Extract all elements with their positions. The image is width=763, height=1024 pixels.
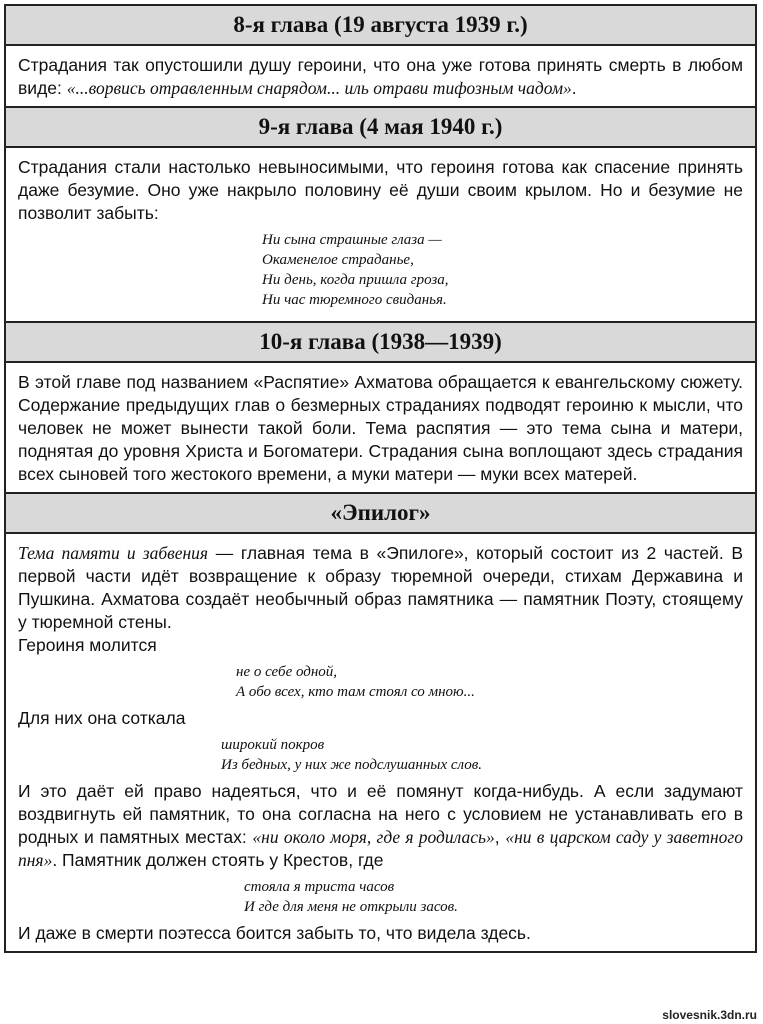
verse-line: Окаменелое страданье, [262,252,414,268]
epilog-p2b: . Памятник должен стоять у Крестов, где [52,850,384,870]
verse-line: Ни сына страшные глаза — [262,232,442,248]
verse-line: Из бедных, у них же подслушанных слов. [221,757,482,773]
epilog-paragraph-1 [18,542,743,634]
verse-line: Ни день, когда пришла гроза, [262,272,449,288]
verse-line: Ни час тюремного свиданья. [262,292,447,308]
epilog-body [6,534,755,951]
chapter-10-text: В этой главе под названием «Распятие» Ахматова обращается к евангельскому сюжету. Содержание предыдущих глав о безмерных страданиях подводят героиню к мысли, что человек не может вынести такой боли. Тема распятия — это тема сына и матери, поднятая до уровня Христа и Богоматери. Страдания сына воплощают здесь страдания всех сыновей того жестокого времени, а муки матери — муки всех матерей. [18,372,743,484]
chapter-8-quote: «...ворвись отравленным снарядом... иль отрави тифозным чадом» [66,78,572,98]
epilog-quote-1: «ни около моря, где я родилась» [252,827,495,847]
chapter-8-title: 8-я глава (19 августа 1939 г.) [6,6,755,46]
verse-line: широкий покров [221,737,325,753]
chapter-9-text: Страдания стали настолько невыносимыми, что героиня готова как спасение принять даже безумие. Оно уже накрыло половину её души своим крылом. Но и безумие не позволит забыть: [18,157,743,223]
epilog-verse-3 [18,877,743,917]
epilog-verse-2 [18,735,743,775]
chapter-9-section [4,108,757,323]
verse-line: стояла я триста часов [244,879,395,895]
chapter-9-title: 9-я глава (4 мая 1940 г.) [6,108,755,148]
verse-line: не о себе одной, [236,664,338,680]
chapter-8-section [4,4,757,108]
epilog-sep: , [494,827,506,847]
chapter-8-text-start: Страдания так опустошили душу героини, что она уже готова принять смерть в любом виде: [18,55,743,98]
document-sheet [4,4,757,953]
epilog-paragraph-2 [18,780,743,872]
chapter-9-body [6,148,755,321]
chapter-9-verse [18,230,743,310]
watermark: slovesnik.3dn.ru [662,1008,757,1022]
chapter-10-section [4,323,757,494]
epilog-title: «Эпилог» [6,494,755,534]
epilog-prays: Героиня молится [18,635,157,655]
epilog-verse-1 [18,662,743,702]
epilog-p1: — главная тема в «Эпилоге», который состоит из 2 частей. В первой части идёт возвращение к образу тюремной очереди, стихам Державина и Пушкина. Ахматова создаёт необычный образ памятника — памятник Поэту, стоящему у тюремной стены. [18,543,743,632]
chapter-10-title: 10-я глава (1938—1939) [6,323,755,363]
epilog-lead: Тема памяти и забвения [18,543,209,563]
chapter-8-text [6,46,755,106]
epilog-quote-2: «ни в царском саду у заветного пня» [18,827,743,870]
epilog-p2a: И это даёт ей право надеяться, что и её помянут когда-нибудь. А если задумают воздвигнуть ей памятник, то она согласна на него с условием не устанавливать его в родных и памятных местах: [18,781,743,847]
verse-line: А обо всех, кто там стоял со мною... [236,684,475,700]
verse-line: И где для меня не открыли засов. [244,899,458,915]
epilog-section [4,494,757,953]
chapter-8-text-end: . [571,78,577,98]
epilog-woven: Для них она соткала [18,708,186,728]
epilog-final: И даже в смерти поэтесса боится забыть то, что видела здесь. [18,923,531,943]
